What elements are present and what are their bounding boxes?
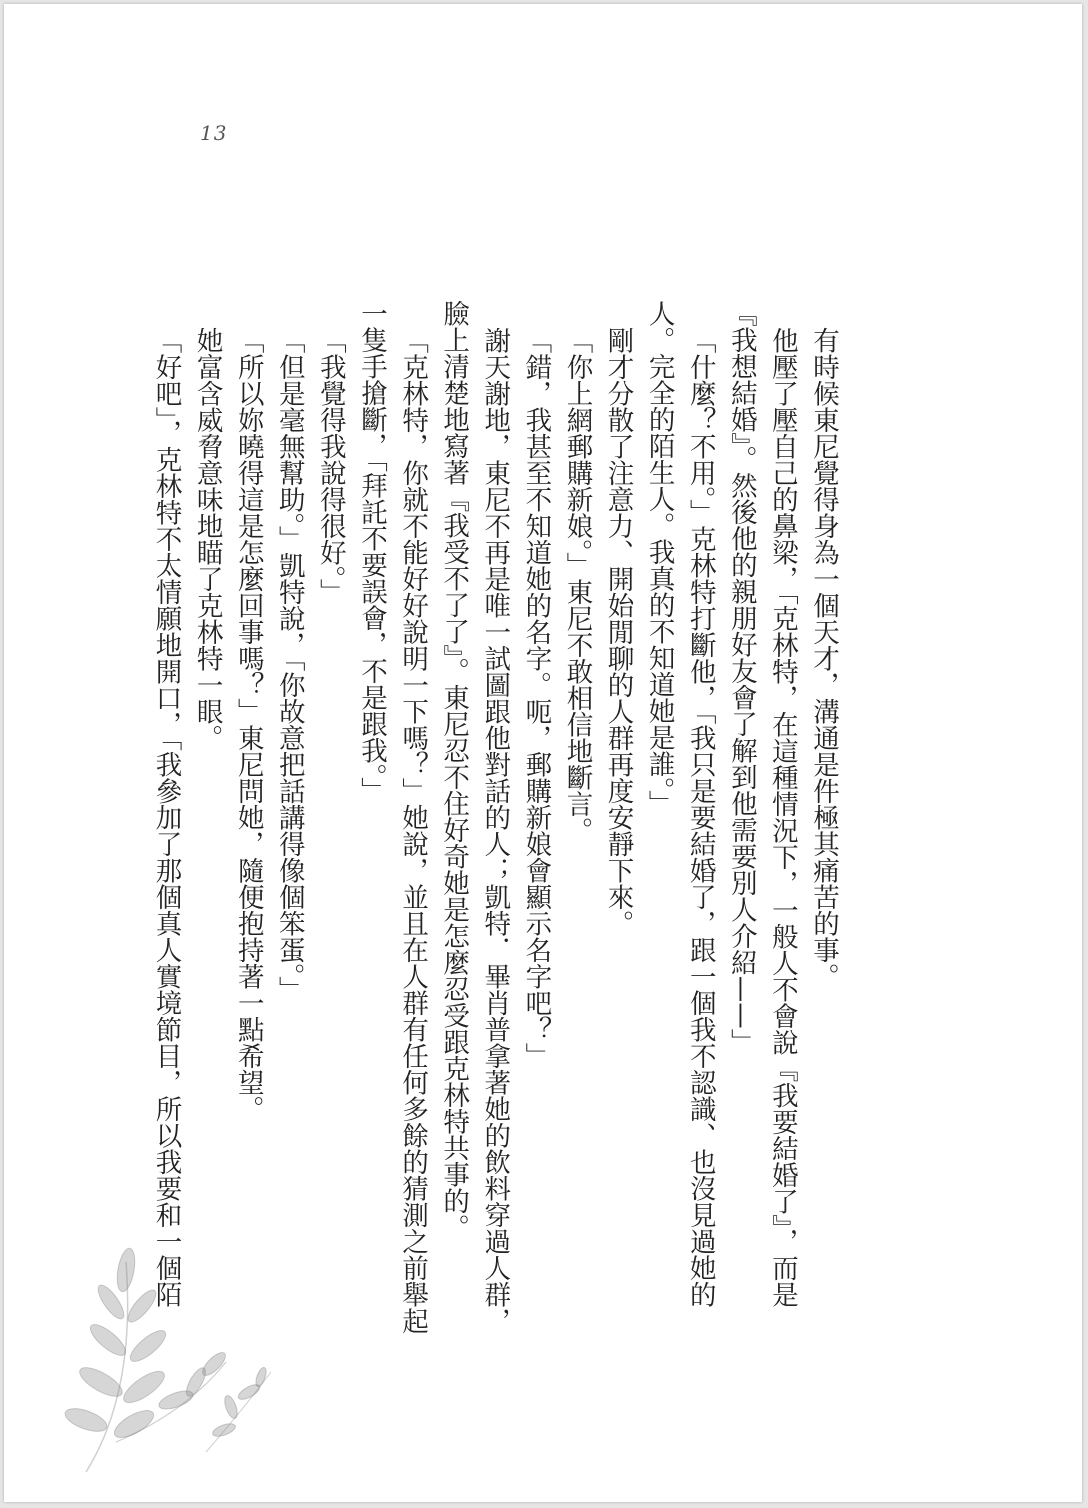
paragraph: 「我覺得我說得很好。」 — [314, 327, 346, 606]
page-number: 13 — [200, 121, 228, 145]
paragraph: 「錯，我甚至不知道她的名字。呃，郵購新娘會顯示名字吧？」 — [520, 327, 552, 1069]
paragraph: 「但是毫無幫助。」凱特說，「你故意把話講得像個笨蛋。」 — [273, 327, 305, 1003]
paragraph-continuation: 人。完全的陌生人。我真的不知道她是誰。」 — [643, 300, 675, 817]
paragraph: 有時候東尼覺得身為一個天才，溝通是件極其痛苦的事。 — [808, 327, 839, 990]
paragraph: 「你上網郵購新娘。」東尼不敢相信地斷言。 — [561, 327, 593, 844]
paragraph: 他壓了壓自己的鼻梁，「克林特，在這種情況下，一般人不會說『我要結婚了』，而是 — [766, 327, 798, 1308]
paragraph: 「什麼？不用。」克林特打斷他，「我只是要結婚了，跟一個我不認識、也沒見過她的 — [684, 327, 716, 1308]
body-text — [145, 300, 844, 1334]
paragraph: 剛才分散了注意力、開始閒聊的人群再度安靜下來。 — [602, 327, 634, 937]
paragraph-continuation: 『我想結婚』。然後他的親朋好友會了解到他需要別人介紹——」 — [725, 300, 757, 1056]
paragraph: 謝天謝地，東尼不再是唯一試圖跟他對話的人；凱特．畢肖普拿著她的飲料穿過人群， — [479, 327, 511, 1334]
paragraph: 她富含威脅意味地瞄了克林特一眼。 — [191, 327, 223, 751]
paragraph-continuation: 臉上清楚地寫著『我受不了了』。東尼忍不住好奇她是怎麼忍受跟克林特共事的。 — [438, 300, 470, 1241]
paragraph-continuation: 一隻手搶斷，「拜託不要誤會，不是跟我。」 — [355, 300, 387, 804]
paragraph: 「克林特，你就不能好好說明一下嗎？」她說，並且在人群有任何多餘的猜測之前舉起 — [397, 327, 429, 1334]
paragraph: 「所以妳曉得這是怎麼回事嗎？」東尼問她，隨便抱持著一點希望。 — [232, 327, 264, 1122]
page-sheet — [4, 4, 1082, 1502]
leaf-decoration-icon — [56, 1242, 296, 1482]
paragraph: 「好吧」，克林特不太情願地開口，「我參加了那個真人實境節目，所以我要和一個陌 — [150, 327, 182, 1308]
